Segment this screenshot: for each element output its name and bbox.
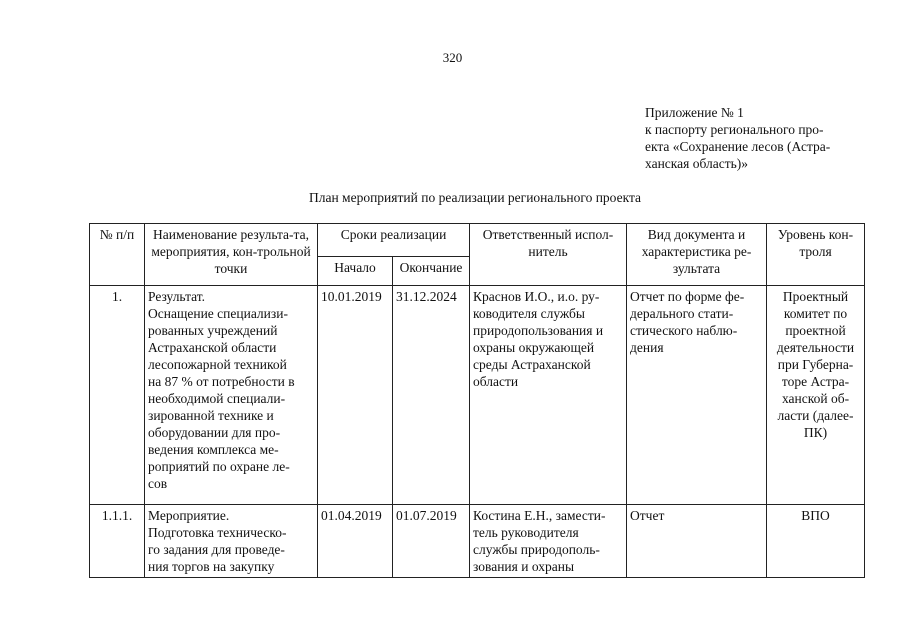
responsible-line: Костина Е.Н., замести- — [473, 508, 606, 523]
control-line: ласти (далее- — [777, 408, 854, 423]
control-line: деятельности — [776, 340, 855, 355]
name-line: ведения комплекса ме- — [148, 442, 279, 457]
responsible-line: ководителя службы — [473, 306, 585, 321]
name-line: го задания для проведе- — [148, 542, 285, 557]
cell-end: 01.07.2019 — [393, 505, 470, 578]
name-line: сов — [148, 476, 168, 491]
cell-name — [145, 505, 318, 578]
responsible-line: зования и охраны — [473, 559, 575, 574]
header-start: Начало — [318, 257, 393, 286]
page-number: 320 — [442, 50, 463, 65]
cell-name — [145, 286, 318, 505]
responsible-line: области — [473, 374, 519, 389]
name-line: оборудовании для про- — [148, 425, 281, 440]
doc-line: дерального стати- — [630, 306, 734, 321]
control-line: торе Астра- — [781, 374, 850, 389]
cell-responsible — [470, 286, 627, 505]
doc-line: дения — [630, 340, 664, 355]
control-line: Проектный — [782, 289, 849, 304]
document-title: План мероприятий по реализации регионального проекта — [308, 190, 642, 205]
table-row — [90, 286, 865, 505]
name-line: Подготовка техническо- — [148, 525, 287, 540]
doc-line: Отчет по форме фе- — [630, 289, 745, 304]
cell-start: 10.01.2019 — [318, 286, 393, 505]
name-line: лесопожарной техникой — [148, 357, 287, 372]
control-line: комитет по — [783, 306, 848, 321]
name-line: на 87 % от потребности в — [148, 374, 295, 389]
name-line: роприятий по охране ле- — [148, 459, 290, 474]
name-line: Мероприятие. — [148, 508, 230, 523]
appendix-line: ханская область)» — [645, 156, 749, 171]
control-line: проектной — [785, 323, 846, 338]
name-line: Оснащение специализи- — [148, 306, 288, 321]
control-line: ПК) — [803, 425, 828, 440]
header-terms: Сроки реализации — [318, 224, 470, 257]
responsible-line: тель руководителя — [473, 525, 579, 540]
cell-control — [767, 505, 865, 578]
name-line: Результат. — [148, 289, 206, 304]
cell-num: 1. — [90, 286, 145, 505]
control-line: ханской об- — [781, 391, 850, 406]
cell-end: 31.12.2024 — [393, 286, 470, 505]
cell-doc-type — [627, 505, 767, 578]
header-control: Уровень кон-троля — [767, 224, 865, 286]
header-end: Окончание — [393, 257, 470, 286]
header-num: № п/п — [90, 224, 145, 286]
header-name: Наименование результа-та, мероприятия, кон-трольной точки — [145, 224, 318, 286]
control-line: ВПО — [801, 508, 830, 523]
name-line: зированной технике и — [148, 408, 274, 423]
responsible-line: среды Астраханской — [473, 357, 591, 372]
plan-table — [89, 223, 865, 578]
responsible-line: охраны окружающей — [473, 340, 595, 355]
cell-responsible — [470, 505, 627, 578]
cell-num: 1.1.1. — [90, 505, 145, 578]
responsible-line: Краснов И.О., и.о. ру- — [473, 289, 600, 304]
name-line: ния торгов на закупку — [148, 559, 275, 574]
appendix-line: Приложение № 1 — [645, 105, 744, 120]
appendix-note — [645, 104, 870, 172]
cell-control — [767, 286, 865, 505]
name-line: рованных учреждений — [148, 323, 278, 338]
cell-doc-type — [627, 286, 767, 505]
doc-line: стического наблю- — [630, 323, 738, 338]
name-line: Астраханской области — [148, 340, 277, 355]
header-doc-type: Вид документа и характеристика ре-зультата — [627, 224, 767, 286]
doc-line: Отчет — [630, 508, 665, 523]
table-row — [90, 505, 865, 578]
control-line: при Губерна- — [777, 357, 854, 372]
name-line: необходимой специали- — [148, 391, 286, 406]
responsible-line: природопользования и — [473, 323, 604, 338]
cell-start: 01.04.2019 — [318, 505, 393, 578]
appendix-line: екта «Сохранение лесов (Астра- — [645, 139, 831, 154]
responsible-line: службы природополь- — [473, 542, 600, 557]
header-responsible: Ответственный испол-нитель — [470, 224, 627, 286]
appendix-line: к паспорту регионального про- — [645, 122, 824, 137]
